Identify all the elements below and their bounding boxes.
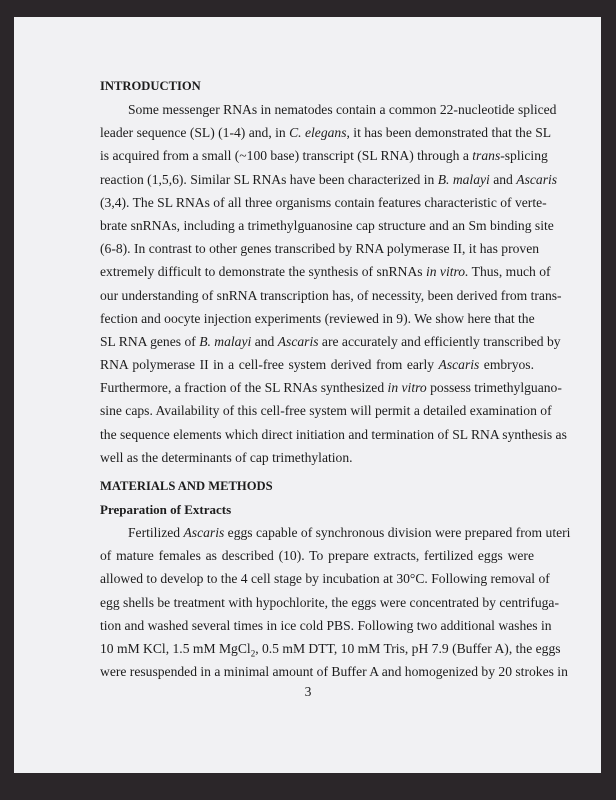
text-span: and	[489, 171, 517, 187]
italic-text: Ascaris	[516, 171, 558, 187]
text-line	[100, 614, 552, 637]
text-line	[100, 660, 568, 683]
text-span: our understanding of snRNA transcription has, of necessity, been derived from trans-	[100, 287, 562, 303]
methods-paragraph	[100, 521, 571, 683]
text-span: is acquired from a small (~100 base) transcript (SL RNA) through a	[100, 148, 473, 164]
preparation-subheading: Preparation of Extracts	[100, 502, 232, 517]
text-span: , it has been demonstrated that the SL	[346, 125, 552, 141]
text-span: of mature females as described (10). To prepare extracts, fertilized eggs were	[100, 548, 534, 564]
text-span: -splicing	[500, 148, 548, 164]
text-span: reaction (1,5,6). Similar SL RNAs have been characterized in	[100, 171, 438, 187]
text-span: (6-8). In contrast to other genes transcribed by RNA polymerase II, it has proven	[100, 241, 540, 257]
italic-text: B. malayi	[199, 333, 252, 349]
introduction-heading: INTRODUCTION	[100, 79, 201, 93]
italic-text: Ascaris	[183, 525, 225, 540]
text-line	[100, 98, 557, 121]
text-span: sine caps. Availability of this cell-free system will permit a detailed examination of	[100, 403, 552, 419]
text-line	[100, 191, 547, 214]
italic-text: in vitro	[387, 380, 427, 396]
text-line	[100, 521, 571, 544]
text-span: egg shells be treatment with hypochlorite, the eggs were concentrated by centrifuga-	[100, 594, 559, 610]
text-span: Furthermore, a fraction of the SL RNAs synthesized	[100, 380, 388, 396]
italic-text: trans	[472, 148, 501, 164]
text-line	[100, 446, 534, 469]
text-line	[100, 544, 534, 567]
methods-heading: MATERIALS AND METHODS	[100, 479, 273, 493]
text-span: Thus, much of	[468, 264, 551, 280]
text-span: 10 mM KCl, 1.5 mM MgCl	[100, 640, 251, 656]
text-line	[100, 591, 559, 614]
text-line	[100, 284, 562, 307]
text-span: the sequence elements which direct initiation and termination of SL RNA synthesis as	[100, 426, 567, 442]
text-span: SL RNA genes of	[100, 333, 200, 349]
text-span: (3,4). The SL RNAs of all three organisms contain features characteristic of verte-	[100, 194, 547, 210]
text-span: allowed to develop to the 4 cell stage by incubation at 30°C. Following removal of	[100, 571, 550, 587]
page-number: 3	[304, 684, 312, 699]
text-line	[100, 637, 561, 660]
italic-text: B. malayi	[437, 171, 490, 187]
text-line	[100, 330, 561, 353]
introduction-section	[100, 75, 567, 469]
text-span: extremely difficult to demonstrate the synthesis of snRNAs	[100, 264, 426, 280]
text-line	[100, 168, 558, 191]
italic-text: C. elegans	[289, 125, 347, 141]
methods-section	[100, 475, 571, 683]
text-span: were resuspended in a minimal amount of Buffer A and homogenized by 20 strokes in	[100, 664, 568, 680]
italic-text: in vitro.	[425, 264, 469, 280]
text-span: embryos.	[479, 357, 534, 373]
text-span: eggs capable of synchronous division were prepared from uteri	[224, 525, 571, 540]
text-line	[100, 237, 540, 260]
text-line	[100, 121, 552, 144]
text-span: and	[251, 333, 278, 349]
text-span: tion and washed several times in ice cold PBS. Following two additional washes in	[100, 617, 552, 633]
text-span: , 0.5 mM DTT, 10 mM Tris, pH 7.9 (Buffer A), the eggs	[255, 640, 561, 656]
text-line	[100, 567, 550, 590]
text-span: Fertilized	[128, 525, 184, 540]
text-line	[100, 353, 534, 376]
text-line	[100, 144, 548, 167]
text-line	[100, 399, 552, 422]
text-span: brate snRNAs, including a trimethylguanosine cap structure and an Sm binding site	[100, 217, 554, 233]
text-span: RNA polymerase II in a cell-free system derived from early	[100, 357, 439, 373]
italic-text: Ascaris	[438, 357, 480, 373]
italic-text: Ascaris	[277, 333, 319, 349]
text-span: possess trimethylguano-	[426, 380, 562, 396]
text-line	[100, 307, 534, 330]
text-span: fection and oocyte injection experiments (reviewed in 9). We show here that the	[100, 310, 535, 326]
text-span: leader sequence (SL) (1-4) and, in	[100, 125, 290, 141]
text-line	[100, 260, 551, 283]
text-line	[100, 214, 554, 237]
text-span: Some messenger RNAs in nematodes contain a common 22-nucleotide spliced	[128, 102, 557, 117]
text-line	[100, 423, 567, 446]
text-line	[100, 376, 562, 399]
text-span: well as the determinants of cap trimethylation.	[100, 449, 353, 465]
subscript-text: 2	[250, 648, 256, 659]
introduction-paragraph	[100, 98, 567, 469]
text-span: are accurately and efficiently transcribed by	[318, 333, 561, 349]
